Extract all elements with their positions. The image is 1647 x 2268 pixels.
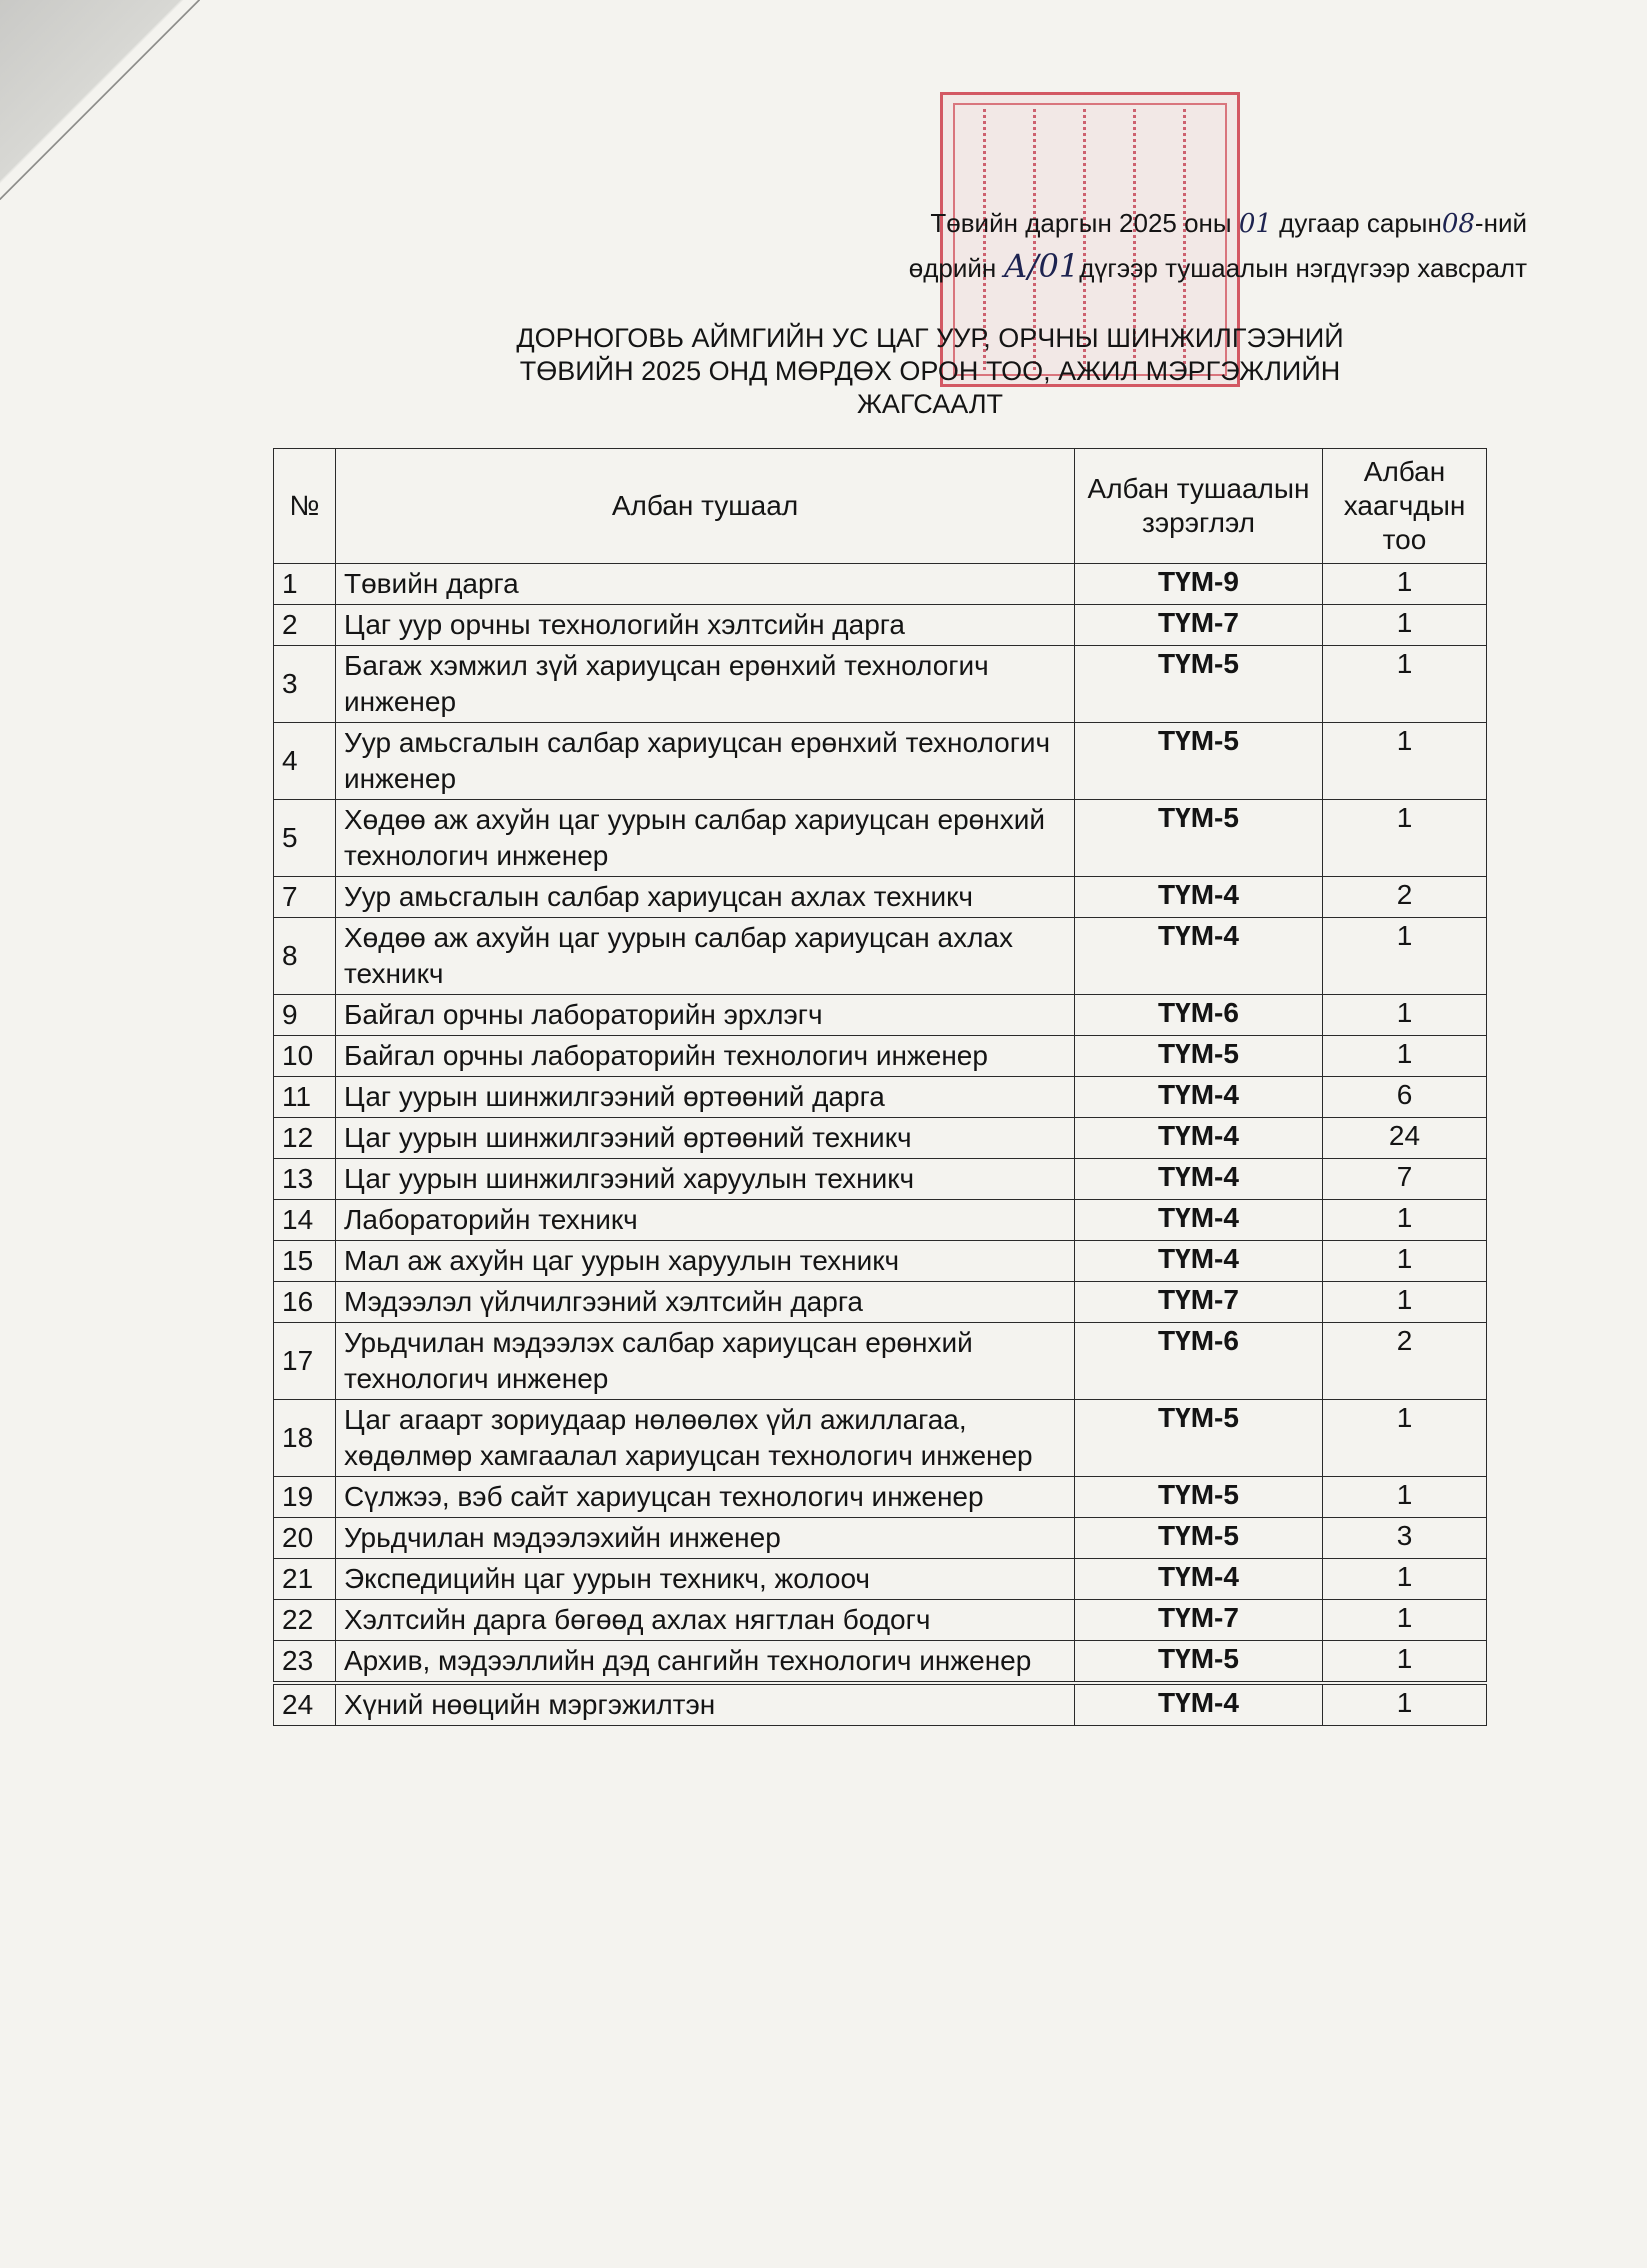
table-row bbox=[274, 605, 1487, 646]
column-header-count: Албан хаагчдын тоо bbox=[1323, 449, 1487, 564]
position-title: Цаг уур орчны технологийн хэлтсийн дарга bbox=[336, 605, 1075, 646]
header-suffix: -ний bbox=[1474, 208, 1527, 238]
document-title bbox=[420, 322, 1440, 421]
position-grade: ТҮМ-4 bbox=[1075, 1683, 1323, 1726]
staff-count: 1 bbox=[1323, 918, 1487, 995]
staff-count: 1 bbox=[1323, 1241, 1487, 1282]
row-number: 5 bbox=[274, 800, 336, 877]
position-title: Хөдөө аж ахуйн цаг уурын салбар хариуцсан ерөнхий технологич инженер bbox=[336, 800, 1075, 877]
position-title: Хэлтсийн дарга бөгөөд ахлах нягтлан бодогч bbox=[336, 1600, 1075, 1641]
column-header-grade: Албан тушаалын зэрэглэл bbox=[1075, 449, 1323, 564]
position-grade: ТҮМ-4 bbox=[1075, 1159, 1323, 1200]
row-number: 21 bbox=[274, 1559, 336, 1600]
table-row bbox=[274, 1518, 1487, 1559]
fold-crease bbox=[0, 0, 200, 200]
table-row bbox=[274, 1400, 1487, 1477]
position-title: Цаг уурын шинжилгээний өртөөний дарга bbox=[336, 1077, 1075, 1118]
row-number: 24 bbox=[274, 1683, 336, 1726]
header-middle: дугаар сарын bbox=[1279, 208, 1442, 238]
position-grade: ТҮМ-5 bbox=[1075, 800, 1323, 877]
row-number: 16 bbox=[274, 1282, 336, 1323]
staff-count: 7 bbox=[1323, 1159, 1487, 1200]
table-row bbox=[274, 1241, 1487, 1282]
position-grade: ТҮМ-7 bbox=[1075, 1282, 1323, 1323]
position-title: Лабораторийн техникч bbox=[336, 1200, 1075, 1241]
staff-count: 1 bbox=[1323, 1683, 1487, 1726]
position-grade: ТҮМ-4 bbox=[1075, 1118, 1323, 1159]
position-grade: ТҮМ-7 bbox=[1075, 605, 1323, 646]
position-grade: ТҮМ-5 bbox=[1075, 1477, 1323, 1518]
staff-count: 1 bbox=[1323, 995, 1487, 1036]
position-grade: ТҮМ-4 bbox=[1075, 877, 1323, 918]
table-header-row bbox=[274, 449, 1487, 564]
row-number: 22 bbox=[274, 1600, 336, 1641]
position-title: Цаг уурын шинжилгээний өртөөний техникч bbox=[336, 1118, 1075, 1159]
table-row bbox=[274, 1077, 1487, 1118]
table-row bbox=[274, 1477, 1487, 1518]
staff-count: 1 bbox=[1323, 1559, 1487, 1600]
position-grade: ТҮМ-5 bbox=[1075, 723, 1323, 800]
header-suffix: дүгээр тушаалын нэгдүгээр хавсралт bbox=[1079, 253, 1527, 283]
position-grade: ТҮМ-5 bbox=[1075, 1641, 1323, 1684]
position-title: Цаг агаарт зориудаар нөлөөлөх үйл ажиллагаа, хөдөлмөр хамгаалал хариуцсан технологич инженер bbox=[336, 1400, 1075, 1477]
row-number: 8 bbox=[274, 918, 336, 995]
row-number: 17 bbox=[274, 1323, 336, 1400]
position-title: Сүлжээ, вэб сайт хариуцсан технологич инженер bbox=[336, 1477, 1075, 1518]
table-row bbox=[274, 1036, 1487, 1077]
handwritten-order-number: А/01 bbox=[1003, 247, 1080, 285]
row-number: 23 bbox=[274, 1641, 336, 1684]
column-header-number: № bbox=[274, 449, 336, 564]
table-row bbox=[274, 646, 1487, 723]
table-row bbox=[274, 1282, 1487, 1323]
annex-header-line-1 bbox=[930, 208, 1527, 239]
position-grade: ТҮМ-9 bbox=[1075, 564, 1323, 605]
table-row bbox=[274, 1159, 1487, 1200]
title-line: ТӨВИЙН 2025 ОНД МӨРДӨХ ОРОН ТОО, АЖИЛ МЭРГЭЖЛИЙН bbox=[519, 356, 1341, 386]
position-title: Уур амьсгалын салбар хариуцсан ерөнхий технологич инженер bbox=[336, 723, 1075, 800]
position-title: Хүний нөөцийн мэргэжилтэн bbox=[336, 1683, 1075, 1726]
row-number: 14 bbox=[274, 1200, 336, 1241]
table-row bbox=[274, 1559, 1487, 1600]
handwritten-month: 08 bbox=[1441, 209, 1475, 239]
staff-count: 1 bbox=[1323, 1400, 1487, 1477]
position-grade: ТҮМ-4 bbox=[1075, 1241, 1323, 1282]
staff-count: 1 bbox=[1323, 1477, 1487, 1518]
row-number: 9 bbox=[274, 995, 336, 1036]
staff-count: 6 bbox=[1323, 1077, 1487, 1118]
position-title: Багаж хэмжил зүй хариуцсан ерөнхий технологич инженер bbox=[336, 646, 1075, 723]
title-line: ДОРНОГОВЬ АЙМГИЙН УС ЦАГ УУР, ОРЧНЫ ШИНЖИЛГЭЭНИЙ bbox=[516, 323, 1344, 353]
staff-count: 1 bbox=[1323, 1600, 1487, 1641]
row-number: 11 bbox=[274, 1077, 336, 1118]
row-number: 7 bbox=[274, 877, 336, 918]
staff-count: 1 bbox=[1323, 605, 1487, 646]
position-grade: ТҮМ-4 bbox=[1075, 1559, 1323, 1600]
handwritten-day: 01 bbox=[1238, 209, 1272, 239]
position-grade: ТҮМ-4 bbox=[1075, 1200, 1323, 1241]
table-row bbox=[274, 918, 1487, 995]
staff-count: 1 bbox=[1323, 723, 1487, 800]
staff-count: 1 bbox=[1323, 564, 1487, 605]
position-title: Мэдээлэл үйлчилгээний хэлтсийн дарга bbox=[336, 1282, 1075, 1323]
header-prefix: Төвийн даргын 2025 оны bbox=[930, 208, 1232, 238]
table-row bbox=[274, 723, 1487, 800]
position-grade: ТҮМ-5 bbox=[1075, 1036, 1323, 1077]
row-number: 12 bbox=[274, 1118, 336, 1159]
position-grade: ТҮМ-5 bbox=[1075, 1400, 1323, 1477]
position-grade: ТҮМ-6 bbox=[1075, 995, 1323, 1036]
position-title: Урьдчилан мэдээлэх салбар хариуцсан ерөнхий технологич инженер bbox=[336, 1323, 1075, 1400]
position-grade: ТҮМ-4 bbox=[1075, 918, 1323, 995]
table-row bbox=[274, 1683, 1487, 1726]
staff-count: 1 bbox=[1323, 1036, 1487, 1077]
position-title: Уур амьсгалын салбар хариуцсан ахлах техникч bbox=[336, 877, 1075, 918]
position-title: Архив, мэдээллийн дэд сангийн технологич инженер bbox=[336, 1641, 1075, 1684]
table-row bbox=[274, 800, 1487, 877]
row-number: 20 bbox=[274, 1518, 336, 1559]
staff-count: 1 bbox=[1323, 1282, 1487, 1323]
position-title: Хөдөө аж ахуйн цаг уурын салбар хариуцсан ахлах техникч bbox=[336, 918, 1075, 995]
row-number: 13 bbox=[274, 1159, 336, 1200]
position-title: Байгал орчны лабораторийн технологич инженер bbox=[336, 1036, 1075, 1077]
position-title: Цаг уурын шинжилгээний харуулын техникч bbox=[336, 1159, 1075, 1200]
row-number: 1 bbox=[274, 564, 336, 605]
row-number: 2 bbox=[274, 605, 336, 646]
staff-count: 1 bbox=[1323, 1641, 1487, 1684]
staff-count: 3 bbox=[1323, 1518, 1487, 1559]
staff-count: 1 bbox=[1323, 646, 1487, 723]
column-header-position: Албан тушаал bbox=[336, 449, 1075, 564]
row-number: 15 bbox=[274, 1241, 336, 1282]
table-row bbox=[274, 995, 1487, 1036]
staff-count: 1 bbox=[1323, 1200, 1487, 1241]
row-number: 3 bbox=[274, 646, 336, 723]
staff-count: 1 bbox=[1323, 800, 1487, 877]
position-grade: ТҮМ-6 bbox=[1075, 1323, 1323, 1400]
table-row bbox=[274, 1118, 1487, 1159]
title-line: ЖАГСААЛТ bbox=[856, 389, 1004, 419]
position-title: Байгал орчны лабораторийн эрхлэгч bbox=[336, 995, 1075, 1036]
annex-header-line-2 bbox=[909, 247, 1527, 285]
row-number: 10 bbox=[274, 1036, 336, 1077]
row-number: 18 bbox=[274, 1400, 336, 1477]
position-grade: ТҮМ-4 bbox=[1075, 1077, 1323, 1118]
position-title: Төвийн дарга bbox=[336, 564, 1075, 605]
header-prefix: өдрийн bbox=[908, 253, 997, 283]
table-row bbox=[274, 1641, 1487, 1684]
position-title: Мал аж ахуйн цаг уурын харуулын техникч bbox=[336, 1241, 1075, 1282]
staff-count: 2 bbox=[1323, 1323, 1487, 1400]
position-grade: ТҮМ-7 bbox=[1075, 1600, 1323, 1641]
staff-count: 24 bbox=[1323, 1118, 1487, 1159]
position-title: Урьдчилан мэдээлэхийн инженер bbox=[336, 1518, 1075, 1559]
table-row bbox=[274, 1323, 1487, 1400]
table-row bbox=[274, 1600, 1487, 1641]
position-title: Экспедицийн цаг уурын техникч, жолооч bbox=[336, 1559, 1075, 1600]
staff-position-table bbox=[273, 448, 1487, 1726]
table-row bbox=[274, 564, 1487, 605]
staff-count: 2 bbox=[1323, 877, 1487, 918]
position-grade: ТҮМ-5 bbox=[1075, 646, 1323, 723]
row-number: 4 bbox=[274, 723, 336, 800]
table-row bbox=[274, 1200, 1487, 1241]
row-number: 19 bbox=[274, 1477, 336, 1518]
position-grade: ТҮМ-5 bbox=[1075, 1518, 1323, 1559]
table-row bbox=[274, 877, 1487, 918]
